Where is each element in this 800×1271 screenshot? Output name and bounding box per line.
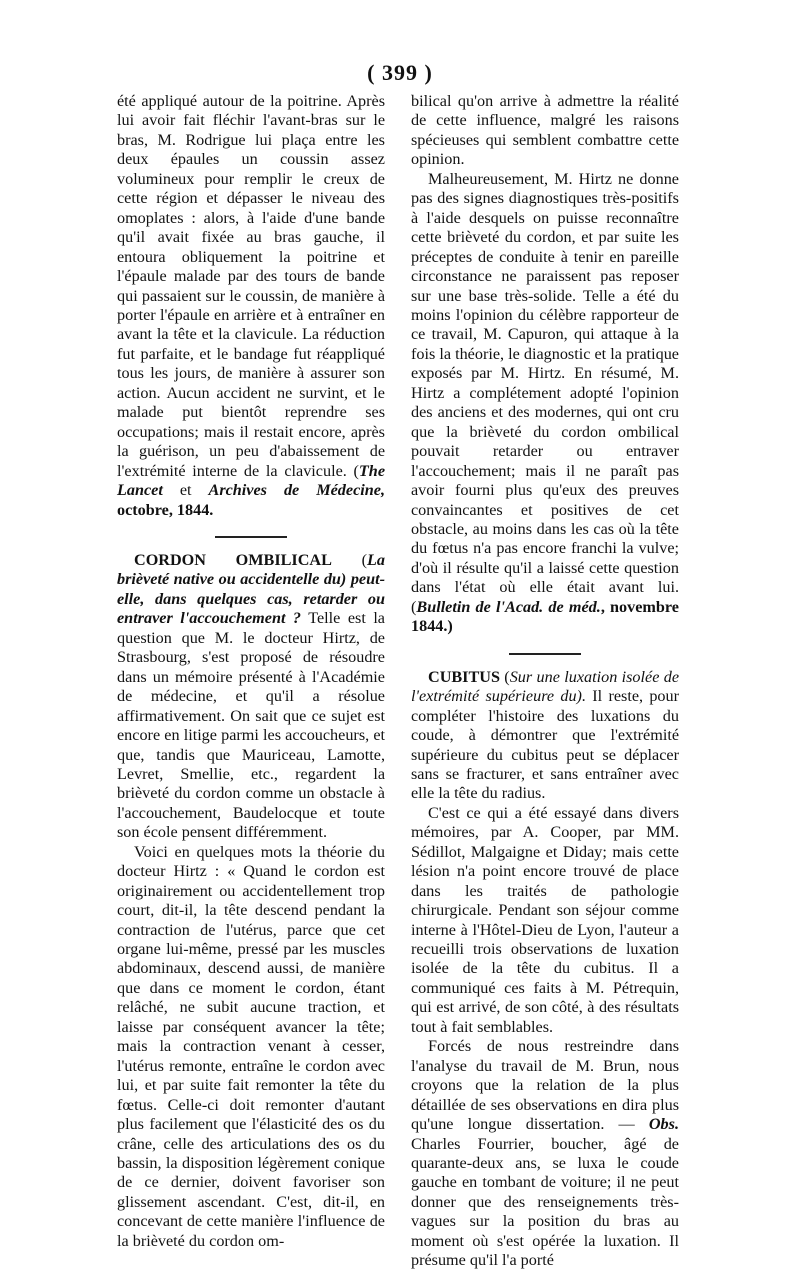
paragraph: bilical qu'on arrive à admettre la réalité de cette influence, malgré les raisons spécieuses qui semblent combattre cette opinion. [411, 92, 679, 169]
paragraph: Forcés de nous restreindre dans l'analyse du travail de M. Brun, nous croyons que la relation de la plus détaillée de ses observations en dira plus qu'une longue dissertation. — Obs. Charles Fourrier, boucher, âgé de quarante-deux ans, se luxa le coude gauche en tombant de voiture; il ne peut donner que des renseignements très-vagues sur la position du bras au moment où s'est opérée la luxation. Il présume qu'il l'a porté [411, 1037, 679, 1270]
page-number: ( 399 ) [367, 60, 433, 85]
section-divider [509, 653, 581, 655]
article-entry: CUBITUS (Sur une luxation isolée de l'extrémité supérieure du). Il reste, pour compléter l'histoire des luxations du coude, à démontrer que l'extrémité supérieure du cubitus peut se déplacer sans se fracturer, et sans entraîner avec elle la tête du radius. [411, 667, 680, 803]
paragraph: été appliqué autour de la poitrine. Après lui avoir fait fléchir l'avant-bras sur le bras, M. Rodrigue lui plaça entre les deux épaules un coussin assez volumineux pour remplir le creux de cette région et dépasser le niveau des omoplates : alors, à l'aide d'une bande qu'il avait fixée au bras gauche, il entoura obliquement la poitrine et l'épaule malade par des tours de bande qui passaient sur le coussin, de manière à porter l'épaule en arrière et à entraîner en avant la tête et la clavicule. La réduction fut parfaite, et le bandage fut réappliqué tous les jours, de manière à assurer son action. Aucun accident ne survint, et le malade put bientôt reprendre ses occupations; mais il restait encore, après la guérison, un peu d'abaissement de l'extrémité interne de la clavicule. (The Lancet et Archives de Médecine, octobre, 1844. [117, 92, 385, 519]
article-heading: CORDON OMBILICAL [134, 550, 332, 569]
observation-label: Obs. [648, 1115, 679, 1134]
citation-title: The Lancet [117, 461, 385, 500]
citation-title: Archives de Médecine, [208, 481, 385, 500]
citation-title: Bulletin de l'Acad. de méd. [416, 597, 601, 616]
article-subtitle: Sur une luxation isolée de l'extrémité supérieure du). [411, 667, 680, 706]
paragraph: Voici en quelques mots la théorie du docteur Hirtz : « Quand le cordon est originairement ou accidentellement trop court, dit-il, la tête descend pendant la contraction de l'utérus, parce que cet organe lui-même, pressé par les muscles abdominaux, descend aussi, de manière que dans ce moment le cordon, étant relâché, ne subit aucune traction, et laisse par conséquent avancer la tête; mais la contraction venant à cesser, l'utérus remonte, entraîne le cordon avec lui, et par suite fait remonter la tête du fœtus. Celle-ci doit remonter d'autant plus facilement que l'élasticité des os du crâne, celle des articulations des os du bassin, la disposition légèrement conique de ce dernier, doivent favoriser son glissement ascendant. C'est, dit-il, en concevant de cette manière l'influence de la brièveté du cordon om- [117, 842, 385, 1250]
left-column [117, 92, 385, 1251]
citation-date: octobre, 1844. [117, 500, 214, 519]
right-column [411, 92, 679, 1271]
article-entry: CORDON OMBILICAL (La brièveté native ou accidentelle du) peut-elle, dans quelques cas, retarder ou entraver l'accouchement ? Telle est la question que M. le docteur Hirtz, de Strasbourg, s'est proposé de résoudre dans un mémoire présenté à l'Académie de médecine, et qu'il a résolue affirmativement. On sait que ce sujet est encore en litige parmi les accoucheurs, et que, tandis que Mauriceau, Lamotte, Levret, Smellie, etc., regardent la brièveté du cordon comme un obstacle à l'accouchement, Baudelocque et toute son école pensent différemment. [117, 550, 385, 842]
section-divider [215, 536, 287, 538]
citation-date: , novembre 1844.) [411, 597, 679, 636]
paragraph: Malheureusement, M. Hirtz ne donne pas des signes diagnostiques très-positifs à l'aide desquels on puisse reconnaître cette brièveté du cordon, et par suite les préceptes de conduite à tenir en pareille circonstance ne paraissent pas reposer sur une base très-solide. Telle a été du moins l'opinion du célèbre rapporteur de ce travail, M. Capuron, qui attaque à la fois la théorie, le diagnostic et la pratique exposés par M. Hirtz. En résumé, M. Hirtz a complétement adopté l'opinion des anciens et des modernes, qui ont cru que la brièveté du cordon ombilical pouvait retarder ou entraver l'accouchement; mais il ne paraît pas avoir fourni plus qu'eux des preuves convaincantes et positives de cet obstacle, au moins dans les cas où la tête du fœtus n'a pas encore franchi la vulve; d'où il résulte qu'il a laissé cette question dans l'état où elle était avant lui. (Bulletin de l'Acad. de méd., novembre 1844.) [411, 169, 679, 636]
article-subtitle: La brièveté native ou accidentelle du) peut-elle, dans quelques cas, retarder ou entraver l'accouchement ? [117, 550, 385, 628]
paragraph: C'est ce qui a été essayé dans divers mémoires, par A. Cooper, par MM. Sédillot, Malgaigne et Diday; mais cette lésion n'a point encore trouvé de place dans les traités de pathologie chirurgicale. Pendant son séjour comme interne à l'Hôtel-Dieu de Lyon, l'auteur a recueilli trois observations de luxation isolée de la tête du cubitus. Il a communiqué ces faits à M. Pétrequin, qui est arrivé, de son côté, à des résultats tout à fait semblables. [411, 803, 679, 1036]
article-heading: CUBITUS [428, 667, 500, 686]
